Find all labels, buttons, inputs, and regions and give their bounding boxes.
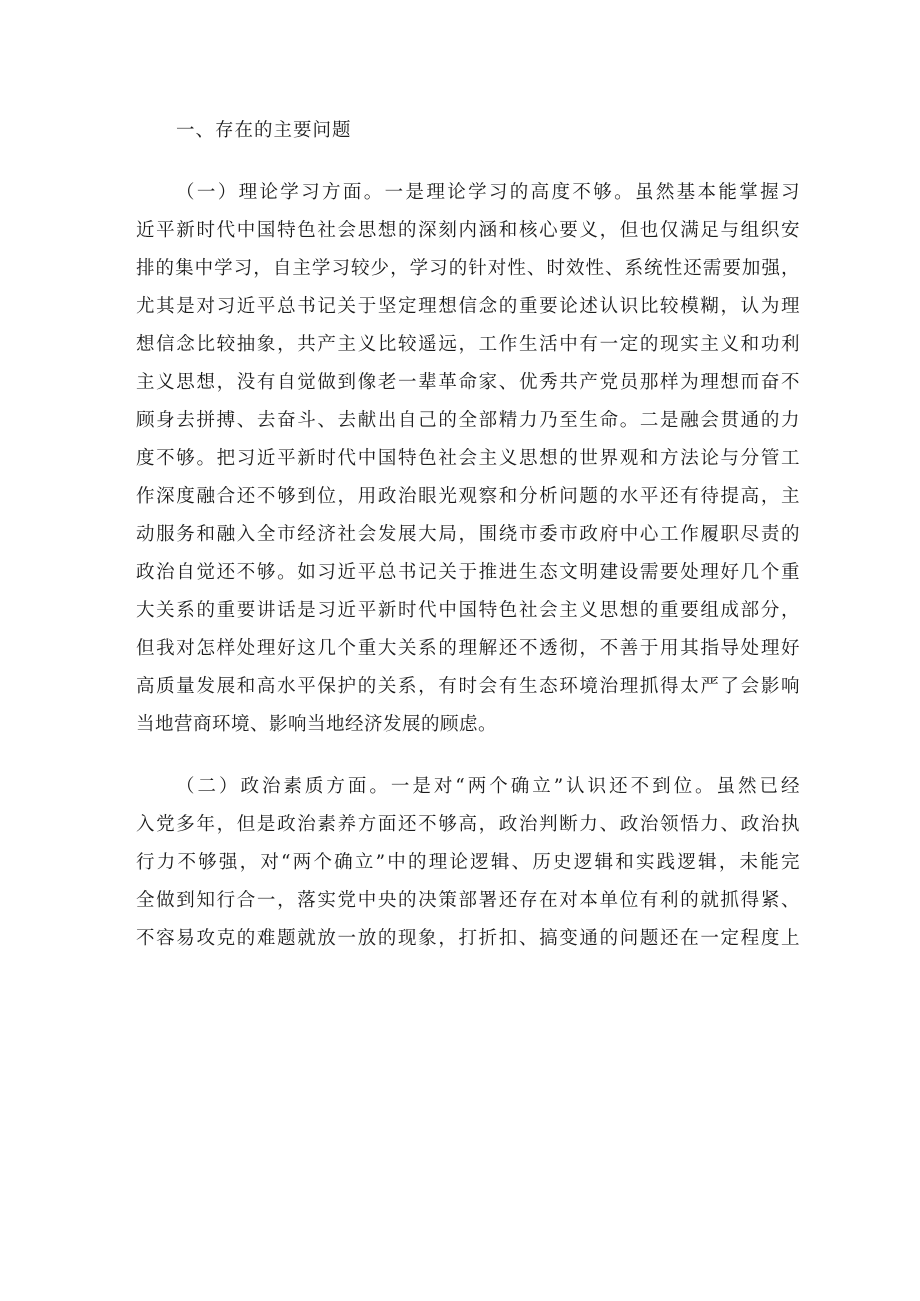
- paragraph-line: 尤其是对习近平总书记关于坚定理想信念的重要论述认识比较模糊，认为理: [136, 296, 800, 317]
- paragraph-line: 大关系的重要讲话是习近平新时代中国特色社会主义思想的重要组成部分，: [136, 600, 800, 621]
- paragraph-theory-study: [136, 174, 800, 744]
- paragraph-line: 动服务和融入全市经济社会发展大局，围绕市委市政府中心工作履职尽责的: [136, 524, 800, 545]
- paragraph-line: 行力不够强，对“两个确立”中的理论逻辑、历史逻辑和实践逻辑，未能完: [136, 852, 800, 873]
- paragraph-line: 但我对怎样处理好这几个重大关系的理解还不透彻，不善于用其指导处理好: [136, 638, 800, 659]
- paragraph-line: 政治自觉还不够。如习近平总书记关于推进生态文明建设需要处理好几个重: [136, 562, 800, 583]
- paragraph-line: （一）理论学习方面。一是理论学习的高度不够。虽然基本能掌握习: [176, 182, 800, 203]
- paragraph-line: 全做到知行合一，落实党中央的决策部署还存在对本单位有利的就抓得紧、: [136, 890, 800, 911]
- paragraph-line: 排的集中学习，自主学习较少，学习的针对性、时效性、系统性还需要加强，: [136, 258, 800, 279]
- paragraph-line: （二）政治素质方面。一是对“两个确立”认识还不到位。虽然已经: [176, 776, 800, 797]
- paragraph-line: 顾身去拼搏、去奋斗、去献出自己的全部精力乃至生命。二是融会贯通的力: [136, 410, 800, 431]
- paragraph-line: 近平新时代中国特色社会思想的深刻内涵和核心要义，但也仅满足与组织安: [136, 220, 800, 241]
- paragraph-line: 主义思想，没有自觉做到像老一辈革命家、优秀共产党员那样为理想而奋不: [136, 372, 800, 393]
- paragraph-line: 想信念比较抽象，共产主义比较遥远，工作生活中有一定的现实主义和功利: [136, 334, 800, 355]
- section-heading: 一、存在的主要问题: [176, 120, 352, 141]
- paragraph-line: 作深度融合还不够到位，用政治眼光观察和分析问题的水平还有待提高，主: [136, 486, 800, 507]
- paragraph-political-quality: [136, 768, 800, 958]
- paragraph-line: 高质量发展和高水平保护的关系，有时会有生态环境治理抓得太严了会影响: [136, 676, 800, 697]
- document-body: [136, 112, 800, 958]
- paragraph-line: 度不够。把习近平新时代中国特色社会主义思想的世界观和方法论与分管工: [136, 448, 800, 469]
- paragraph-line: 当地营商环境、影响当地经济发展的顾虑。: [136, 714, 498, 735]
- paragraph-line: 不容易攻克的难题就放一放的现象，打折扣、搞变通的问题还在一定程度上: [136, 928, 800, 949]
- paragraph-line: 入党多年，但是政治素养方面还不够高，政治判断力、政治领悟力、政治执: [136, 814, 800, 835]
